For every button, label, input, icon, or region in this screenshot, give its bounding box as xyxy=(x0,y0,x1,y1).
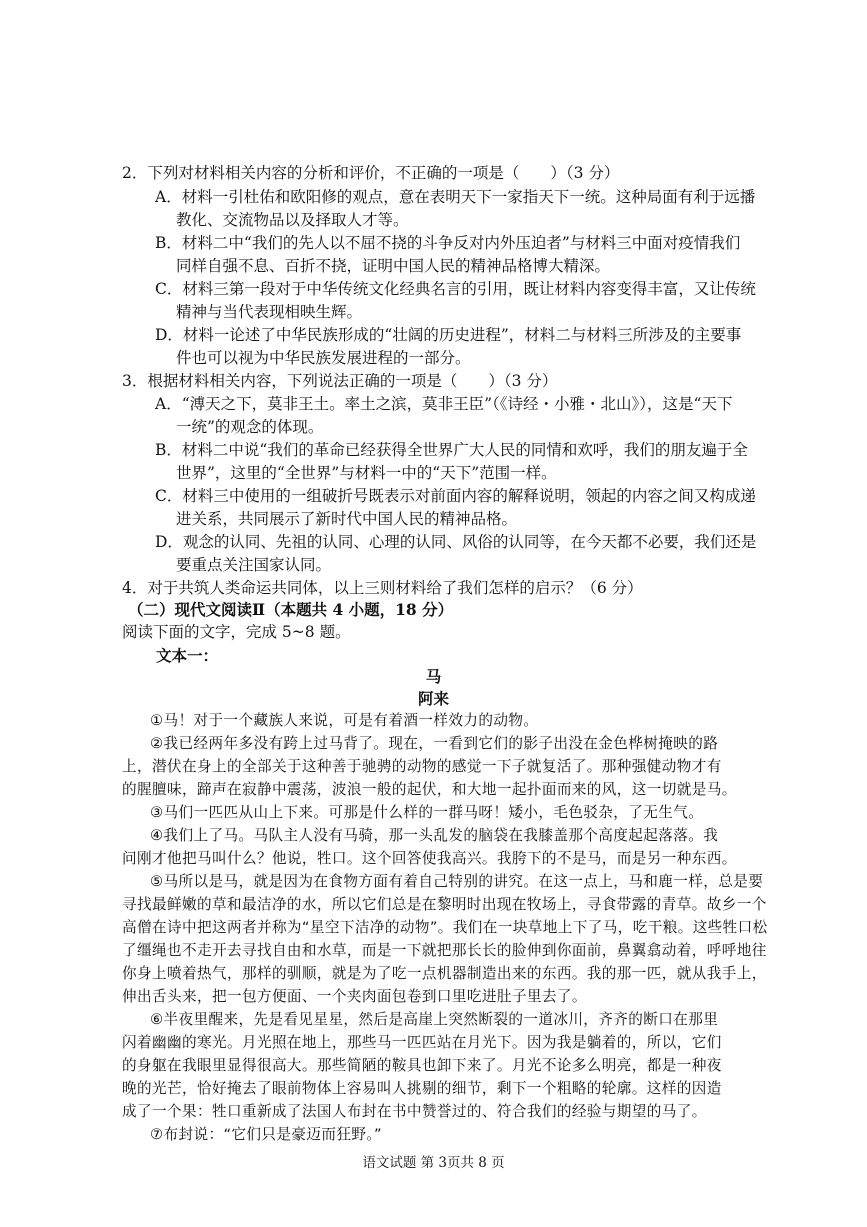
section-heading: （二）现代文阅读Ⅱ（本题共 4 小题，18 分） xyxy=(128,600,454,619)
paragraph-1: ①马！对于一个藏族人来说，可是有着酒一样效力的动物。 xyxy=(150,712,539,729)
q2-option-b-line2: 同样自强不息、百折不挠，证明中国人民的精神品格博大精深。 xyxy=(176,257,611,275)
question-3-stem: 3．根据材料相关内容，下列说法正确的一项是（ ）（3 分） xyxy=(122,372,558,390)
paragraph-3: ③马们一匹匹从山上下来。可那是什么样的一群马呀！矮小，毛色驳杂，了无生气。 xyxy=(150,804,704,821)
q2-option-d-line2: 件也可以视为中华民族发展进程的一部分。 xyxy=(176,349,471,367)
q2-option-d-line1: D．材料一论述了中华民族形成的“壮阔的历史进程”，材料二与材料三所涉及的主要事 xyxy=(155,326,742,344)
paragraph-6-line1: ⑥半夜里醒来，先是看见星星，然后是高崖上突然断裂的一道冰川，齐齐的断口在那里 xyxy=(150,1011,719,1028)
page-footer: 语文试题 第 3页共 8 页 xyxy=(362,1155,505,1171)
paragraph-5-line2: 寻找最鲜嫩的草和最洁净的水，所以它们总是在黎明时出现在牧场上，寻食带露的青草。故乡一个 xyxy=(122,896,767,913)
paragraph-6-line4: 晚的光芒，恰好掩去了眼前物体上容易叫人挑剔的细节，剩下一个粗略的轮廓。这样的因造 xyxy=(122,1080,722,1097)
q3-option-a-line2: 一统”的观念的体现。 xyxy=(176,418,324,436)
paragraph-6-line5: 成了一个果：牲口重新成了法国人布封在书中赞誉过的、符合我们的经验与期望的马了。 xyxy=(122,1103,707,1120)
paragraph-2-line2: 上，潜伏在身上的全部关于这种善于驰骋的动物的感觉一下子就复活了。那种强健动物才有 xyxy=(122,758,722,775)
q3-option-c-line1: C．材料三中使用的一组破折号既表示对前面内容的解释说明，领起的内容之间又构成递 xyxy=(155,487,756,505)
paragraph-5-line6: 伸出舌头来，把一包方便面、一个夹肉面包卷到口里吃进肚子里去了。 xyxy=(122,988,587,1005)
paragraph-2-line3: 的腥膻味，蹄声在寂静中震荡，波浪一般的起伏，和大地一起扑面而来的风，这一切就是马。 xyxy=(122,781,737,798)
q3-option-b-line2: 世界”，这里的“全世界”与材料一中的“天下”范围一样。 xyxy=(176,464,557,482)
q2-option-b-line1: B．材料二中“我们的先人以不屈不挠的斗争反对内外压迫者”与材料三中面对疫情我们 xyxy=(155,234,741,252)
q3-option-d-line1: D．观念的认同、先祖的认同、心理的认同、风俗的认同等，在今天都不必要，我们还是 xyxy=(155,533,757,551)
q2-option-a-line2: 教化、交流物品以及择取人才等。 xyxy=(176,211,409,229)
article-author: 阿来 xyxy=(417,689,449,708)
q3-option-b-line1: B．材料二中说“我们的革命已经获得全世界广大人民的同情和欢呼，我们的朋友遍于全 xyxy=(155,441,748,459)
paragraph-7: ⑦布封说：“它们只是豪迈而狂野。” xyxy=(150,1126,383,1143)
question-4: 4．对于共筑人类命运共同体，以上三则材料给了我们怎样的启示？（6 分） xyxy=(122,579,643,597)
question-2-stem: 2．下列对材料相关内容的分析和评价，不正确的一项是（ ）（3 分） xyxy=(122,164,620,182)
article-title: 马 xyxy=(425,667,442,686)
q3-option-d-line2: 要重点关注国家认同。 xyxy=(176,556,332,574)
text-one-label: 文本一： xyxy=(156,646,219,665)
reading-instruction: 阅读下面的文字，完成 5~8 题。 xyxy=(122,623,351,641)
q3-option-a-line1: A．“溥天之下，莫非王土。率土之滨，莫非王臣”（《诗经・小雅・北山》），这是“天下 xyxy=(155,395,733,413)
paragraph-6-line2: 闪着幽幽的寒光。月光照在地上，那些马一匹匹站在月光下。因为我是躺着的，所以，它们 xyxy=(122,1034,722,1051)
paragraph-5-line3: 高僧在诗中把这两者并称为“星空下洁净的动物”。我们在一块草地上下了马，吃干粮。这些牲口松 xyxy=(122,919,768,936)
paragraph-6-line3: 的身躯在我眼里显得很高大。那些简陋的鞍具也卸下来了。月光不论多么明亮，都是一种夜 xyxy=(122,1057,722,1074)
paragraph-4-line1: ④我们上了马。马队主人没有马骑，那一头乱发的脑袋在我膝盖那个高度起起落落。我 xyxy=(150,827,719,844)
paragraph-5-line4: 了缰绳也不走开去寻找自由和水草，而是一下就把那长长的脸伸到你面前，鼻翼翕动着，呼呼地往 xyxy=(122,942,767,959)
paragraph-5-line5: 你身上喷着热气，那样的驯顺，就是为了吃一点机器制造出来的东西。我的那一匹，就从我手上， xyxy=(122,965,767,982)
paragraph-5-line1: ⑤马所以是马，就是因为在食物方面有着自己特别的讲究。在这一点上，马和鹿一样，总是要 xyxy=(150,873,764,890)
q2-option-c-line1: C．材料三第一段对于中华传统文化经典名言的引用，既让材料内容变得丰富，又让传统 xyxy=(155,280,756,298)
q2-option-a-line1: A．材料一引杜佑和欧阳修的观点，意在表明天下一家指天下一统。这种局面有利于远播 xyxy=(155,188,756,206)
paragraph-4-line2: 问刚才他把马叫什么？他说，牲口。这个回答使我高兴。我胯下的不是马，而是另一种东西。 xyxy=(122,850,737,867)
paragraph-2-line1: ②我已经两年多没有跨上过马背了。现在，一看到它们的影子出没在金色桦树掩映的路 xyxy=(150,735,719,752)
q2-option-c-line2: 精神与当代表现相映生辉。 xyxy=(176,303,363,321)
q3-option-c-line2: 进关系，共同展示了新时代中国人民的精神品格。 xyxy=(176,510,518,528)
